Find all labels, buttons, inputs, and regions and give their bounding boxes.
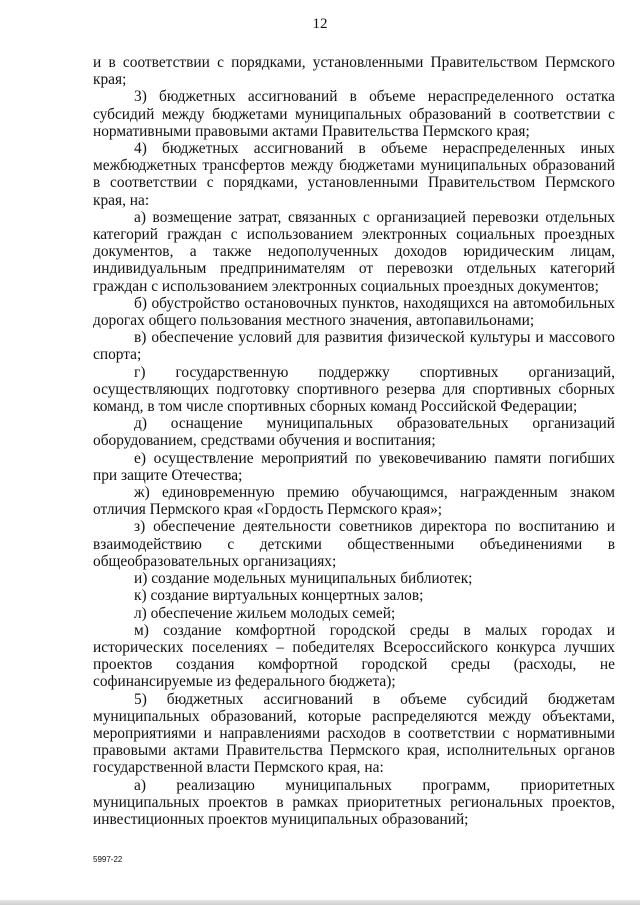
paragraph: з) обеспечение деятельности советников директора по воспитанию и взаимодействию с детскими общественными объединениями в общеобразовательных организациях; <box>93 518 615 570</box>
paragraph: к) создание виртуальных концертных залов; <box>134 587 424 605</box>
paragraph: 3) бюджетных ассигнований в объеме нераспределенного остатка субсидий между бюджетами муниципальных образований в соответствии с нормативными правовыми актами Правительства Пермского края; <box>93 88 615 140</box>
paragraph: е) осуществление мероприятий по увековечиванию памяти погибших при защите Отечества; <box>93 449 615 484</box>
paragraph: м) создание комфортной городской среды в малых городах и исторических поселениях – победителях Всероссийского конкурса лучших проектов создания комфортной городской среды (расходы, не софинансируемые из федерального бюджета); <box>93 621 615 691</box>
paragraph: и в соответствии с порядками, установленными Правительством Пермского края; <box>93 54 615 89</box>
document-code: 5997-22 <box>93 855 123 864</box>
paragraph: в) обеспечение условий для развития физической культуры и массового спорта; <box>93 329 615 364</box>
paragraph: а) возмещение затрат, связанных с организацией перевозки отдельных категорий граждан с использованием электронных социальных проездных документов, а также недополученных доходов юридическим лицам, индивидуальным предпринимателям от перевозки отдельных категорий граждан с использованием электронных социальных проездных документов; <box>93 208 615 295</box>
paragraph: 5) бюджетных ассигнований в объеме субсидий бюджетам муниципальных образований, которые распределяются между объектами, мероприятиями и направлениями расходов в соответствии с нормативными правовыми актами Правительства Пермского края, исполнительных органов государственной власти Пермского края, на: <box>93 690 615 777</box>
paragraph: ж) единовременную премию обучающимся, награжденным знаком отличия Пермского края «Гордость Пермского края»; <box>93 484 615 519</box>
document-body <box>93 54 615 828</box>
paragraph: а) реализацию муниципальных программ, приоритетных муниципальных проектов в рамках приоритетных региональных проектов, инвестиционных проектов муниципальных образований; <box>93 776 615 828</box>
paragraph: 4) бюджетных ассигнований в объеме нераспределенных иных межбюджетных трансфертов между бюджетами муниципальных образований в соответствии с порядками, установленными Правительством Пермского края, на: <box>93 140 615 209</box>
paragraph: д) оснащение муниципальных образовательных организаций оборудованием, средствами обучения и воспитания; <box>93 415 615 450</box>
paragraph: г) государственную поддержку спортивных организаций, осуществляющих подготовку спортивного резерва для спортивных сборных команд, в том числе спортивных сборных команд Российской Федерации; <box>93 363 615 416</box>
page-edge-divider <box>0 900 640 905</box>
page-number: 12 <box>312 16 328 32</box>
paragraph: л) обеспечение жильем молодых семей; <box>134 604 396 622</box>
paragraph: и) создание модельных муниципальных библиотек; <box>134 570 473 588</box>
paragraph: б) обустройство остановочных пунктов, находящихся на автомобильных дорогах общего пользования местного значения, автопавильонами; <box>93 294 615 330</box>
